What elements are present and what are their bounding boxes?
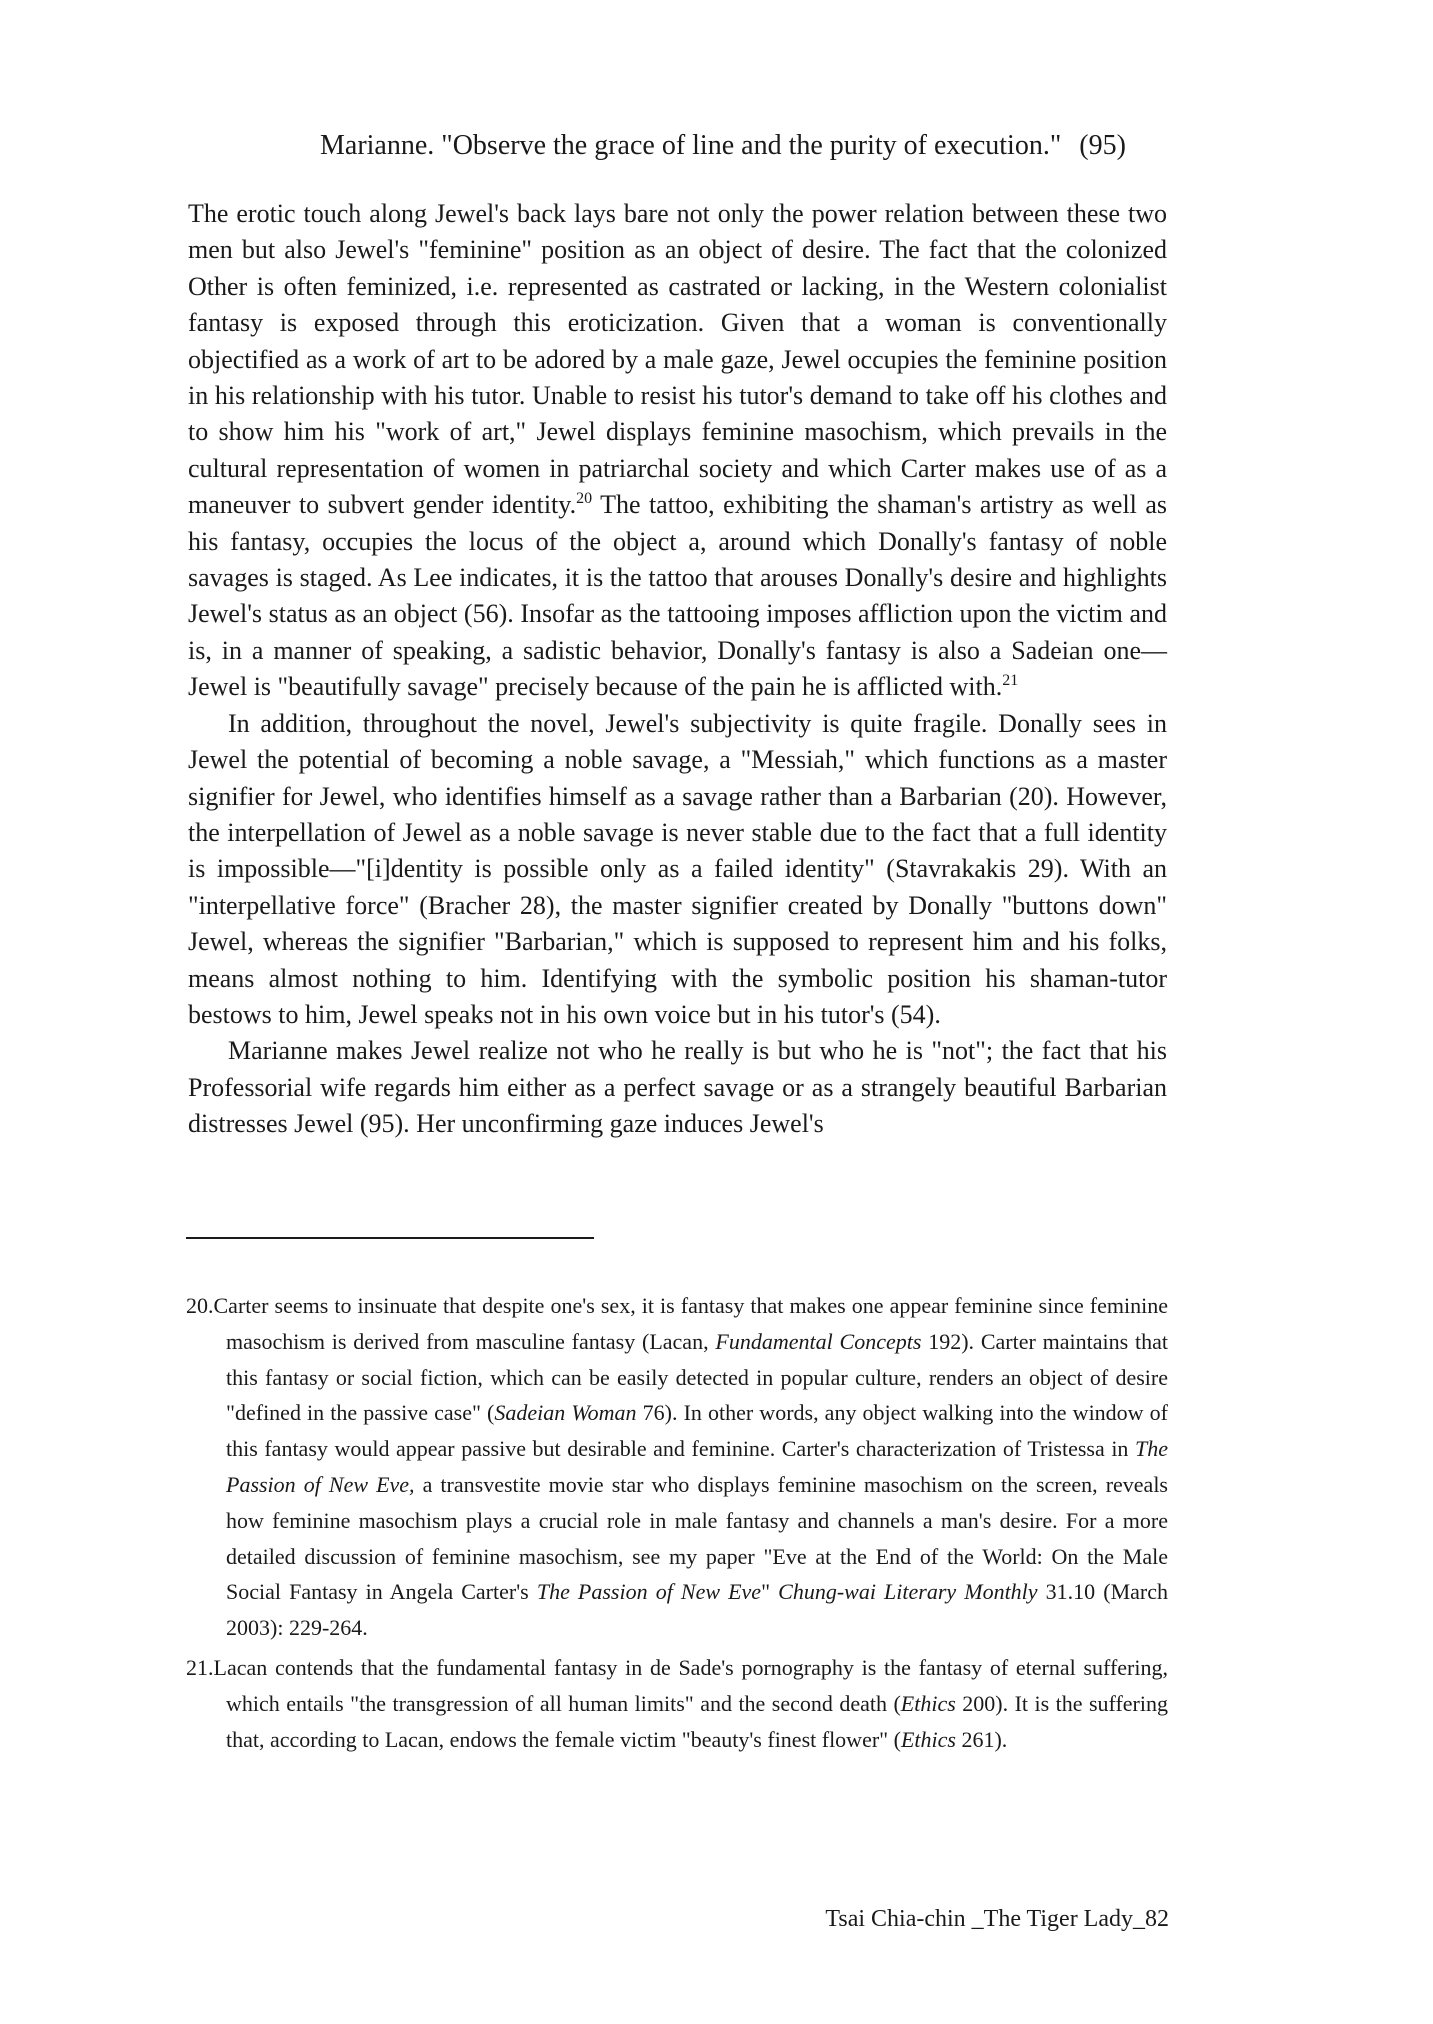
footnote-21-number: 21. bbox=[186, 1654, 214, 1680]
footnote-20-text-5: " bbox=[761, 1579, 779, 1605]
quote-page-ref: (95) bbox=[1079, 130, 1126, 161]
footnote-20-title-4: The Passion of New Eve bbox=[536, 1579, 762, 1605]
running-footer: Tsai Chia-chin _The Tiger Lady_82 bbox=[825, 1906, 1169, 1932]
footnote-20-title-5: Chung-wai Literary Monthly bbox=[778, 1579, 1038, 1605]
footnote-20-text-3: 76). In other words, any object walking into the window of this fantasy would appear passive but desirable and feminine. Carter's characterization of Tristessa in bbox=[226, 1400, 1168, 1462]
footnote-20 bbox=[186, 1288, 1168, 1646]
footnote-21-title-2: Ethics bbox=[900, 1726, 956, 1752]
paragraph-1-part-a: The erotic touch along Jewel's back lays bare not only the power relation between these two men but also Jewel's "feminine" position as an object of desire. The fact that the colonized Other is often feminized, i.e. represented as castrated or lacking, in the Western colonialist fantasy is exposed through this eroticization. Given that a woman is conventionally objectified as a work of art to be adored by a male gaze, Jewel occupies the feminine position in his relationship with his tutor. Unable to resist his tutor's demand to take off his clothes and to show him his "work of art," Jewel displays feminine masochism, which prevails in the cultural representation of women in patriarchal society and which Carter makes use of as a maneuver to subvert gender identity. bbox=[188, 199, 1167, 520]
footnote-ref-20[interactable]: 20 bbox=[576, 490, 593, 508]
footnote-20-title-2: Sadeian Woman bbox=[494, 1400, 637, 1426]
quote-text: Marianne. "Observe the grace of line and the purity of execution." bbox=[320, 130, 1062, 161]
footnote-20-text-1: Carter seems to insinuate that despite one's sex, it is fantasy that makes one appear feminine since feminine masochism is derived from masculine fantasy (Lacan, bbox=[213, 1293, 1168, 1354]
block-quote-line bbox=[320, 126, 1126, 166]
footnote-20-text-2: 192). Carter maintains that this fantasy or social fiction, which can be easily detected in popular culture, renders an object of desire "defined in the passive case" ( bbox=[226, 1328, 1168, 1426]
footnote-20-title-3: The Passion of New Eve, bbox=[226, 1436, 1168, 1497]
body-text bbox=[188, 196, 1167, 1143]
footnote-21-text-2: 200). It is the suffering that, according to Lacan, endows the female victim "beauty's finest flower" ( bbox=[226, 1690, 1168, 1752]
footnote-21-title-1: Ethics bbox=[900, 1690, 956, 1716]
footnote-ref-21[interactable]: 21 bbox=[1002, 672, 1019, 690]
footnotes bbox=[186, 1288, 1168, 1761]
footnote-20-text-6: 31.10 (March 2003): 229-264. bbox=[226, 1579, 1168, 1641]
footnote-20-number: 20. bbox=[186, 1293, 214, 1318]
paragraph-1-part-b: The tattoo, exhibiting the shaman's artistry as well as his fantasy, occupies the locus of the object a, around which Donally's fantasy of noble savages is staged. As Lee indicates, it is the tattoo that arouses Donally's desire and highlights Jewel's status as an object (56). Insofar as the tattooing imposes affliction upon the victim and is, in a manner of speaking, a sadistic behavior, Donally's fantasy is also a Sadeian one—Jewel is "beautifully savage" precisely because of the pain he is afflicted with. bbox=[188, 490, 1168, 702]
paragraph-2: In addition, throughout the novel, Jewel's subjectivity is quite fragile. Donally sees in Jewel the potential of becoming a noble savage, a "Messiah," which functions as a master signifier for Jewel, who identifies himself as a savage rather than a Barbarian (20). However, the interpellation of Jewel as a noble savage is never stable due to the fact that a full identity is impossible—"[i]dentity is possible only as a failed identity" (Stavrakakis 29). With an "interpellative force" (Bracher 28), the master signifier created by Donally "buttons down" Jewel, whereas the signifier "Barbarian," which is supposed to represent him and his folks, means almost nothing to him. Identifying with the symbolic position his shaman-tutor bestows to him, Jewel speaks not in his own voice but in his tutor's (54). bbox=[188, 708, 1167, 1029]
footnote-separator bbox=[186, 1237, 594, 1239]
footnote-20-text-4: a transvestite movie star who displays feminine masochism on the screen, reveals how feminine masochism plays a crucial role in male fantasy and channels a man's desire. For a more detailed discussion of feminine masochism, see my paper "Eve at the End of the World: On the Male Social Fantasy in Angela Carter's bbox=[226, 1471, 1168, 1605]
footnote-21-text-3: 261). bbox=[955, 1726, 1008, 1752]
footnote-20-title-1: Fundamental Concepts bbox=[715, 1328, 922, 1354]
paragraph-1 bbox=[188, 196, 1167, 706]
footnote-21 bbox=[186, 1650, 1168, 1757]
paragraph-3: Marianne makes Jewel realize not who he really is but who he is "not"; the fact that his Professorial wife regards him either as a perfect savage or as a strangely beautiful Barbarian distresses Jewel (95). Her unconfirming gaze induces Jewel's bbox=[188, 1036, 1167, 1139]
footnote-21-text-1: Lacan contends that the fundamental fantasy in de Sade's pornography is the fantasy of eternal suffering, which entails "the transgression of all human limits" and the second death ( bbox=[213, 1654, 1168, 1716]
